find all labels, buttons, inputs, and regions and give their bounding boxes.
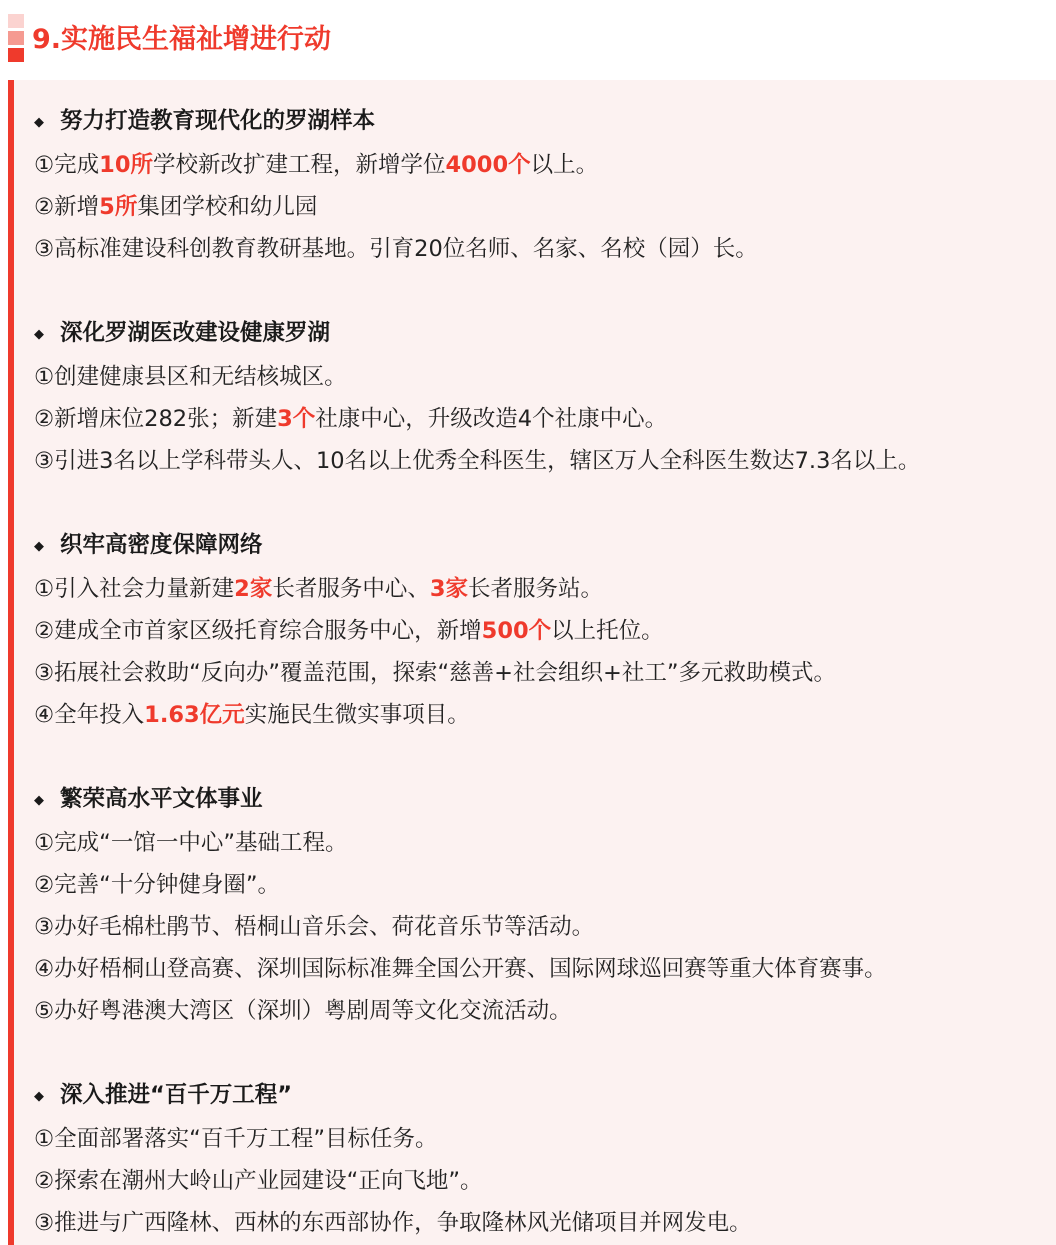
item-text: ②探索在潮州大岭山产业园建设“正向飞地”。: [34, 1168, 483, 1194]
item-text: 集团学校和幼儿园: [137, 194, 318, 220]
list-item: [34, 906, 1056, 948]
diamond-bullet-icon: ◆: [34, 539, 44, 554]
list-item: [34, 694, 1056, 736]
item-text: ①引入社会力量新建: [34, 576, 235, 602]
content-panel: [8, 80, 1056, 1245]
section-title: 深入推进“百千万工程”: [60, 1082, 293, 1108]
item-text: 学校新改扩建工程，新增学位: [152, 152, 446, 178]
section-block: [34, 778, 1056, 1032]
section-block: [34, 524, 1056, 736]
list-item: [34, 652, 1056, 694]
list-item: [34, 948, 1056, 990]
item-text: 长者服务中心、: [272, 576, 430, 602]
list-item: [34, 610, 1056, 652]
diamond-bullet-icon: ◆: [34, 115, 44, 130]
highlight-figure: 4000个: [445, 152, 531, 178]
item-text: ④办好梧桐山登高赛、深圳国际标准舞全国公开赛、国际网球巡回赛等重大体育赛事。: [34, 956, 887, 982]
list-item: [34, 356, 1056, 398]
item-text: ③高标准建设科创教育教研基地。引育20位名师、名家、名校（园）长。: [34, 236, 758, 262]
item-text: ③拓展社会救助“反向办”覆盖范围，探索“慈善+社会组织+社工”多元救助模式。: [34, 660, 837, 686]
header-decor-bar-dark: [8, 48, 24, 62]
header-decor-bar-light: [8, 14, 24, 28]
section-block: [34, 1074, 1056, 1244]
item-text: ⑤办好粤港澳大湾区（深圳）粤剧周等文化交流活动。: [34, 998, 572, 1024]
section-heading: [34, 778, 1056, 822]
item-text: 社康中心，升级改造4个社康中心。: [315, 406, 668, 432]
item-text: ②新增: [34, 194, 100, 220]
list-item: [34, 440, 1056, 482]
list-item: [34, 864, 1056, 906]
item-text: 长者服务站。: [468, 576, 604, 602]
list-item: [34, 822, 1056, 864]
highlight-figure: 2家: [234, 576, 273, 602]
highlight-figure: 3个: [277, 406, 316, 432]
list-item: [34, 568, 1056, 610]
item-text: ③推进与广西隆林、西林的东西部协作，争取隆林风光储项目并网发电。: [34, 1210, 752, 1236]
item-text: 实施民生微实事项目。: [244, 702, 470, 728]
item-text: 以上。: [530, 152, 599, 178]
highlight-figure: 500个: [481, 618, 552, 644]
list-item: [34, 398, 1056, 440]
list-item: [34, 1160, 1056, 1202]
list-item: [34, 990, 1056, 1032]
item-text: 以上托位。: [551, 618, 664, 644]
item-text: ④全年投入: [34, 702, 145, 728]
section-header: [0, 0, 1056, 78]
highlight-figure: 10所: [99, 152, 153, 178]
section-heading: [34, 100, 1056, 144]
section-title: 繁荣高水平文体事业: [60, 786, 263, 812]
item-text: ②新增床位282张；新建: [34, 406, 278, 432]
list-item: [34, 228, 1056, 270]
diamond-bullet-icon: ◆: [34, 327, 44, 342]
section-heading: [34, 524, 1056, 568]
item-text: ①完成: [34, 152, 100, 178]
section-title: 织牢高密度保障网络: [60, 532, 263, 558]
item-text: ②完善“十分钟健身圈”。: [34, 872, 280, 898]
section-block: [34, 312, 1056, 482]
highlight-figure: 5所: [99, 194, 138, 220]
highlight-figure: 3家: [429, 576, 468, 602]
item-text: ①完成“一馆一中心”基础工程。: [34, 830, 348, 856]
item-text: ③办好毛棉杜鹃节、梧桐山音乐会、荷花音乐节等活动。: [34, 914, 595, 940]
section-block: [34, 100, 1056, 270]
section-heading: [34, 1074, 1056, 1118]
item-text: ①创建健康县区和无结核城区。: [34, 364, 347, 390]
list-item: [34, 144, 1056, 186]
section-title: 努力打造教育现代化的罗湖样本: [60, 108, 376, 134]
header-decor-bar-mid: [8, 31, 24, 45]
item-text: ①全面部署落实“百千万工程”目标任务。: [34, 1126, 438, 1152]
list-item: [34, 186, 1056, 228]
diamond-bullet-icon: ◆: [34, 793, 44, 808]
item-text: ③引进3名以上学科带头人、10名以上优秀全科医生，辖区万人全科医生数达7.3名以上。: [34, 448, 921, 474]
item-text: ②建成全市首家区级托育综合服务中心，新增: [34, 618, 482, 644]
highlight-figure: 1.63亿元: [144, 702, 245, 728]
page-title: 9.实施民生福祉增进行动: [32, 24, 332, 55]
diamond-bullet-icon: ◆: [34, 1089, 44, 1104]
list-item: [34, 1118, 1056, 1160]
section-heading: [34, 312, 1056, 356]
list-item: [34, 1202, 1056, 1244]
section-title: 深化罗湖医改建设健康罗湖: [60, 320, 331, 346]
